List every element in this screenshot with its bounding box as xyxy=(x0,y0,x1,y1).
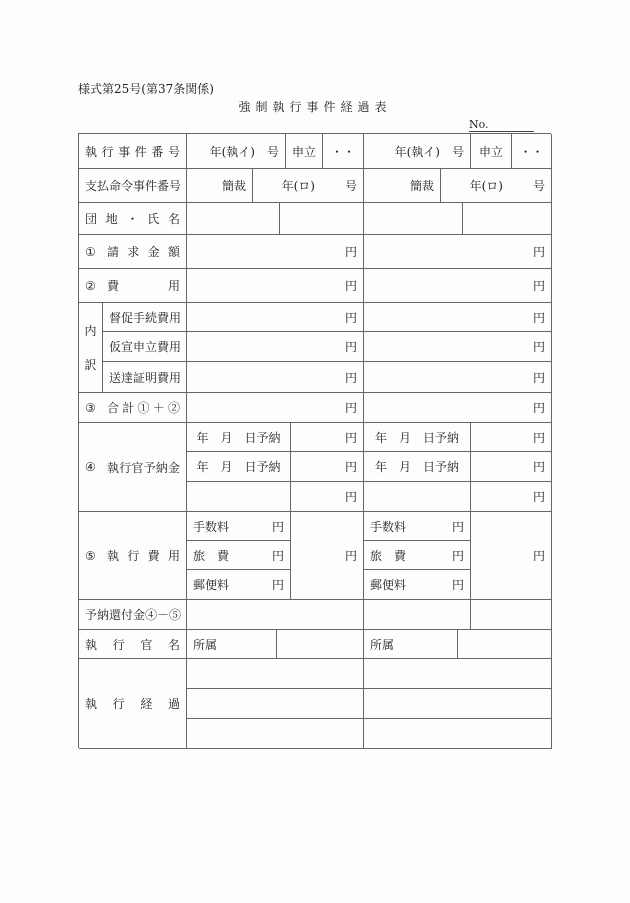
progress-right-field[interactable] xyxy=(364,659,552,689)
exec-cost-item-right-field[interactable]: 手数料 円 xyxy=(364,512,471,541)
progress-label: 執行経過 xyxy=(79,659,187,749)
payment-order-number-left-field[interactable]: 年(ロ) 号 xyxy=(253,169,364,203)
total-left-field[interactable]: 円 xyxy=(187,393,364,423)
exec-cost-item-left-field[interactable]: 旅 費 円 xyxy=(187,541,291,570)
refund-left-field[interactable] xyxy=(187,600,364,630)
officer-affiliation-left-field[interactable]: 所属 xyxy=(187,630,277,659)
officer-affiliation-right-field[interactable]: 所属 xyxy=(364,630,458,659)
breakdown-item-right-field[interactable]: 円 xyxy=(364,332,552,362)
payment-order-number-right-field[interactable]: 年(ロ) 号 xyxy=(441,169,552,203)
case-filed-left: 申立 xyxy=(286,134,323,169)
case-number-right-field[interactable]: 年(執イ) 号 xyxy=(364,134,471,169)
deposit-date-left-field[interactable]: 年 月 日予納 xyxy=(187,452,291,482)
deposit-amount-right-field[interactable]: 円 xyxy=(471,452,552,482)
form-number: 様式第25号(第37条関係) xyxy=(78,82,214,96)
breakdown-item-left-field[interactable]: 円 xyxy=(187,362,364,393)
breakdown-item-label: 仮宣申立費用 xyxy=(103,332,187,362)
deposit-blank-left-field[interactable] xyxy=(187,482,291,512)
deposit-amount-right-field[interactable]: 円 xyxy=(471,482,552,512)
name-right-field[interactable] xyxy=(463,203,552,235)
costs-label: ② 費用 xyxy=(79,269,187,303)
deposit-amount-left-field[interactable]: 円 xyxy=(291,452,364,482)
housing-right-field[interactable] xyxy=(364,203,463,235)
exec-costs-label: ⑤ 執行費用 xyxy=(79,512,187,600)
case-number-left-field[interactable]: 年(執イ) 号 xyxy=(187,134,286,169)
officer-name-left-field[interactable] xyxy=(277,630,364,659)
breakdown-item-left-field[interactable]: 円 xyxy=(187,303,364,332)
deposit-blank-right-field[interactable] xyxy=(364,482,471,512)
progress-right-field[interactable] xyxy=(364,719,552,749)
breakdown-item-left-field[interactable]: 円 xyxy=(187,332,364,362)
deposit-amount-left-field[interactable]: 円 xyxy=(291,482,364,512)
exec-cost-item-right-field[interactable]: 郵便料 円 xyxy=(364,570,471,600)
refund-right-field[interactable] xyxy=(364,600,471,630)
refund-label: 予納還付金④－⑤ xyxy=(79,600,187,630)
officer-name-right-field[interactable] xyxy=(458,630,552,659)
breakdown-item-label: 送達証明費用 xyxy=(103,362,187,393)
payment-order-label: 支払命令事件番号 xyxy=(79,169,187,203)
document-number-field[interactable]: No. xyxy=(469,118,534,132)
exec-costs-total-right-field[interactable]: 円 xyxy=(471,512,552,600)
total-label: ③ 合計①＋② xyxy=(79,393,187,423)
case-number-label: 執行事件番号 xyxy=(79,134,187,169)
deposit-date-left-field[interactable]: 年 月 日予納 xyxy=(187,423,291,452)
claim-amount-label: ① 請求金額 xyxy=(79,235,187,269)
payment-order-court-right-field[interactable]: 簡裁 xyxy=(364,169,441,203)
claim-amount-left-field[interactable]: 円 xyxy=(187,235,364,269)
housing-left-field[interactable] xyxy=(187,203,280,235)
case-date-left-field[interactable]: ・・ xyxy=(323,134,364,169)
progress-left-field[interactable] xyxy=(187,719,364,749)
housing-name-label: 団地・氏名 xyxy=(79,203,187,235)
exec-cost-item-left-field[interactable]: 郵便料 円 xyxy=(187,570,291,600)
payment-order-court-left-field[interactable]: 簡裁 xyxy=(187,169,253,203)
case-date-right-field[interactable]: ・・ xyxy=(512,134,552,169)
breakdown-label: 内 訳 xyxy=(79,303,103,393)
exec-cost-item-right-field[interactable]: 旅 費 円 xyxy=(364,541,471,570)
breakdown-item-label: 督促手続費用 xyxy=(103,303,187,332)
page-title: 強制執行事件経過表 xyxy=(238,100,392,114)
breakdown-item-right-field[interactable]: 円 xyxy=(364,362,552,393)
exec-cost-item-left-field[interactable]: 手数料 円 xyxy=(187,512,291,541)
execution-progress-table xyxy=(78,133,551,748)
progress-left-field[interactable] xyxy=(187,659,364,689)
name-left-field[interactable] xyxy=(280,203,364,235)
deposit-date-right-field[interactable]: 年 月 日予納 xyxy=(364,452,471,482)
deposit-label: ④ 執行官予納金 xyxy=(79,423,187,512)
officer-name-label: 執行官名 xyxy=(79,630,187,659)
claim-amount-right-field[interactable]: 円 xyxy=(364,235,552,269)
costs-right-field[interactable]: 円 xyxy=(364,269,552,303)
exec-costs-total-left-field[interactable]: 円 xyxy=(291,512,364,600)
costs-left-field[interactable]: 円 xyxy=(187,269,364,303)
progress-right-field[interactable] xyxy=(364,689,552,719)
refund-right-extra-field[interactable] xyxy=(471,600,552,630)
deposit-amount-left-field[interactable]: 円 xyxy=(291,423,364,452)
deposit-amount-right-field[interactable]: 円 xyxy=(471,423,552,452)
breakdown-item-right-field[interactable]: 円 xyxy=(364,303,552,332)
case-filed-right: 申立 xyxy=(471,134,512,169)
total-right-field[interactable]: 円 xyxy=(364,393,552,423)
deposit-date-right-field[interactable]: 年 月 日予納 xyxy=(364,423,471,452)
progress-left-field[interactable] xyxy=(187,689,364,719)
